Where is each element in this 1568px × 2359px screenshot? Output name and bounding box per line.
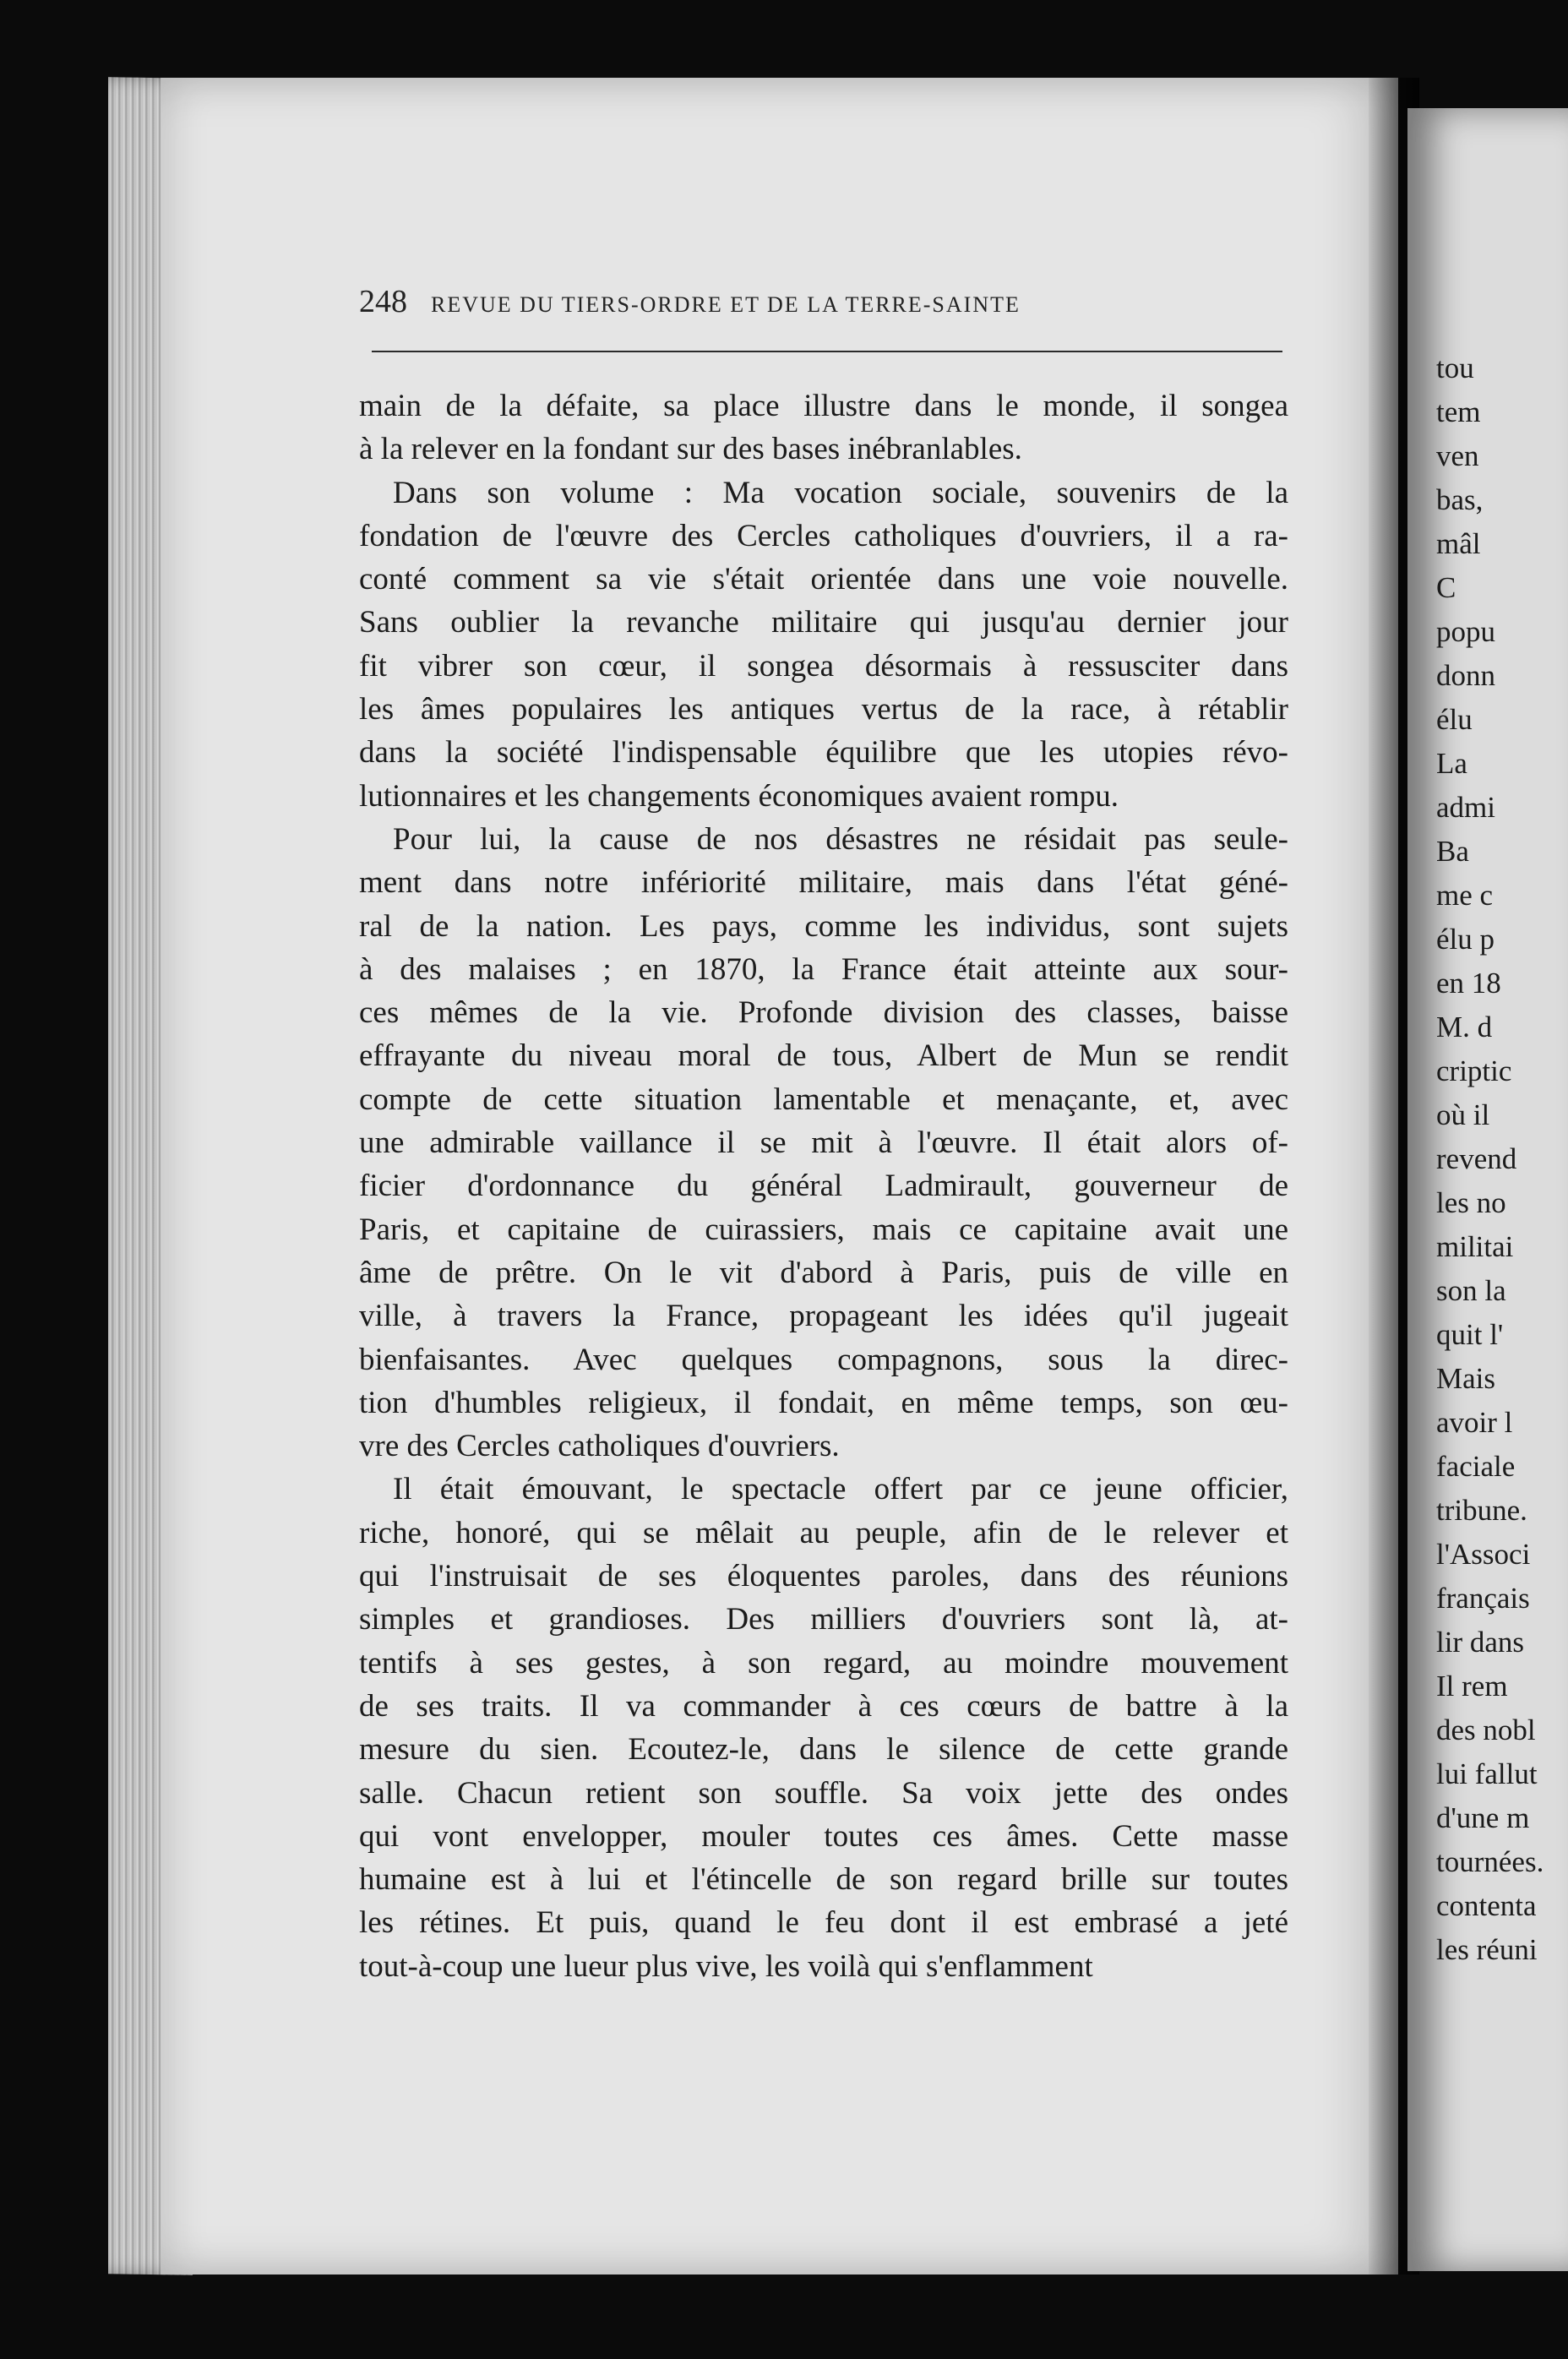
right-page-line: faciale (1436, 1450, 1516, 1483)
text-line: de ses traits. Il va commander à ces cœurs de battre à la (359, 1688, 1288, 1724)
right-page-line: C (1436, 571, 1456, 604)
right-page-line: où il (1436, 1098, 1490, 1131)
page-number: 248 (359, 284, 407, 319)
text-line: à des malaises ; en 1870, la France était atteinte aux sour- (359, 951, 1288, 987)
right-page-line: donn (1436, 659, 1495, 692)
right-page-line: élu (1436, 703, 1473, 736)
header-rule (372, 351, 1282, 352)
text-line: les rétines. Et puis, quand le feu dont il est embrasé a jeté (359, 1905, 1288, 1941)
right-page-line: lir dans (1436, 1626, 1525, 1659)
right-page-line: les no (1436, 1186, 1506, 1219)
text-line: Dans son volume : Ma vocation sociale, souvenirs de la (393, 475, 1288, 510)
right-page-line: ven (1436, 439, 1479, 472)
text-line: vre des Cercles catholiques d'ouvriers. (359, 1429, 840, 1464)
right-page-line: mâl (1436, 527, 1481, 560)
text-line: ment dans notre infériorité militaire, mais dans l'état géné- (359, 865, 1288, 901)
text-line: fit vibrer son cœur, il songea désormais à ressusciter dans (359, 648, 1288, 684)
right-page-line: en 18 (1436, 967, 1501, 1000)
right-page-line: revend (1436, 1142, 1517, 1175)
text-line: riche, honoré, qui se mêlait au peuple, afin de le relever et (359, 1515, 1288, 1550)
text-line: main de la défaite, sa place illustre dans le monde, il songea (359, 389, 1288, 423)
right-page-line: quit l' (1436, 1318, 1504, 1351)
text-line: Pour lui, la cause de nos désastres ne résidait pas seule- (393, 821, 1288, 857)
text-line: simples et grandioses. Des milliers d'ouvriers sont là, at- (359, 1602, 1288, 1637)
right-page-line: La (1436, 747, 1467, 780)
text-line: conté comment sa vie s'était orientée dans une voie nouvelle. (359, 562, 1288, 597)
paragraph (359, 384, 1288, 471)
text-line: dans la société l'indispensable équilibre que les utopies révo- (359, 735, 1288, 771)
text-line: une admirable vaillance il se mit à l'œuvre. Il était alors of- (359, 1125, 1288, 1161)
right-page-line: tou (1436, 351, 1474, 384)
text-line: Sans oublier la revanche militaire qui jusqu'au dernier jour (359, 605, 1288, 640)
text-line: ral de la nation. Les pays, comme les individus, sont sujets (359, 908, 1288, 944)
paragraph (359, 1468, 1288, 1988)
text-line: Il était émouvant, le spectacle offert par ce jeune officier, (393, 1472, 1288, 1507)
text-line: ville, à travers la France, propageant les idées qu'il jugeait (359, 1299, 1288, 1334)
paragraph (359, 471, 1288, 818)
text-line: Paris, et capitaine de cuirassiers, mais ce capitaine avait une (359, 1212, 1288, 1247)
right-page-line: me c (1436, 879, 1494, 912)
right-page-line: Mais (1436, 1362, 1495, 1395)
body-text (359, 384, 1288, 1988)
right-page-line: admi (1436, 791, 1495, 824)
running-title: REVUE DU TIERS-ORDRE ET DE LA TERRE-SAINTE (431, 292, 1021, 317)
text-line: ficier d'ordonnance du général Ladmirault, gouverneur de (359, 1169, 1288, 1204)
text-line: bienfaisantes. Avec quelques compagnons, sous la direc- (359, 1342, 1288, 1377)
right-page-line: l'Associ (1436, 1538, 1531, 1571)
text-line: qui vont envelopper, mouler toutes ces âmes. Cette masse (359, 1818, 1288, 1854)
paragraph (359, 818, 1288, 1468)
right-page-line: tribune. (1436, 1494, 1527, 1527)
right-page-text (1436, 346, 1568, 1972)
right-page-line: Ba (1436, 835, 1469, 868)
text-line: fondation de l'œuvre des Cercles catholiques d'ouvriers, il a ra- (359, 518, 1288, 553)
text-line: ces mêmes de la vie. Profonde division des classes, baisse (359, 995, 1288, 1031)
right-page-line: tournées. (1436, 1845, 1544, 1878)
right-page-line: lui fallut (1436, 1757, 1538, 1790)
right-page-line: criptic (1436, 1054, 1512, 1087)
right-page-line: popu (1436, 615, 1495, 648)
right-page-line: les réuni (1436, 1933, 1538, 1966)
right-page-line: contenta (1436, 1889, 1537, 1922)
text-line: tentifs à ses gestes, à son regard, au moindre mouvement (359, 1645, 1288, 1681)
right-page-line: tem (1436, 395, 1481, 428)
running-header (359, 283, 1288, 334)
text-line: les âmes populaires les antiques vertus de la race, à rétablir (359, 692, 1288, 727)
right-page-line: militai (1436, 1230, 1514, 1263)
right-page-line: Il rem (1436, 1670, 1508, 1703)
text-line: salle. Chacun retient son souffle. Sa voix jette des ondes (359, 1775, 1288, 1811)
text-line: effrayante du niveau moral de tous, Albert de Mun se rendit (359, 1038, 1288, 1074)
text-line: tout-à-coup une lueur plus vive, les voilà qui s'enflamment (359, 1948, 1093, 1984)
right-page-line: élu p (1436, 923, 1495, 956)
text-line: lutionnaires et les changements économiques avaient rompu. (359, 778, 1119, 814)
right-page-line: son la (1436, 1274, 1506, 1307)
right-page-line: M. d (1436, 1011, 1493, 1043)
right-page-line: bas, (1436, 483, 1484, 516)
text-line: à la relever en la fondant sur des bases inébranlables. (359, 432, 1022, 467)
text-line: mesure du sien. Ecoutez-le, dans le silence de cette grande (359, 1732, 1288, 1768)
right-page-line: avoir l (1436, 1406, 1513, 1439)
text-line: compte de cette situation lamentable et menaçante, et, avec (359, 1081, 1288, 1117)
text-line: tion d'humbles religieux, il fondait, en même temps, son œu- (359, 1385, 1288, 1420)
right-page-line: des nobl (1436, 1713, 1536, 1746)
right-page-line: français (1436, 1582, 1530, 1615)
text-line: qui l'instruisait de ses éloquentes paroles, dans des réunions (359, 1559, 1288, 1594)
text-line: âme de prêtre. On le vit d'abord à Paris, puis de ville en (359, 1255, 1288, 1290)
right-page-line: d'une m (1436, 1801, 1530, 1834)
text-line: humaine est à lui et l'étincelle de son regard brille sur toutes (359, 1862, 1288, 1898)
